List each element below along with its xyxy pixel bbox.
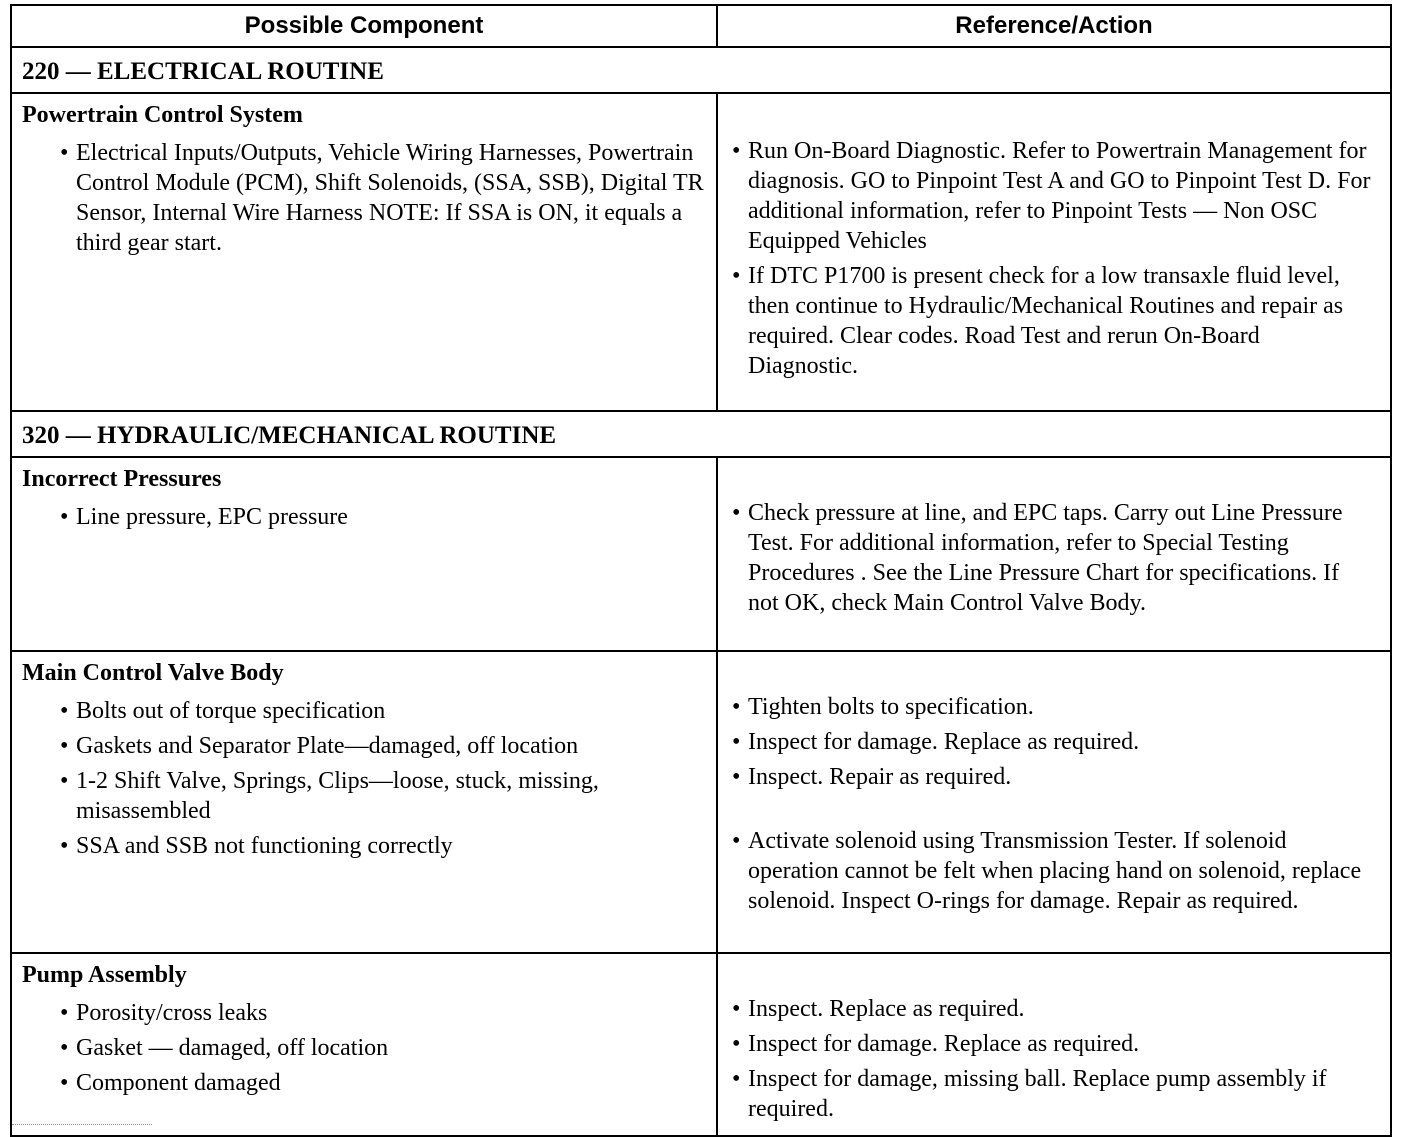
group-row-pump-assembly <box>11 953 1391 1136</box>
component-list <box>22 138 706 258</box>
header-row <box>11 5 1391 47</box>
routine-row <box>11 411 1391 457</box>
routine-title-320: 320 — HYDRAULIC/MECHANICAL ROUTINE <box>11 411 1391 457</box>
component-list <box>22 502 706 532</box>
action-cell <box>717 651 1391 953</box>
action-cell <box>717 457 1391 651</box>
action-item: • Inspect for damage, missing ball. Replace pump assembly if required. <box>732 1064 1374 1124</box>
action-item: • Run On-Board Diagnostic. Refer to Powertrain Management for diagnosis. GO to Pinpoint Test A and GO to Pinpoint Test D. For additional information, refer to Pinpoint Tests — Non OSC Equipped Vehicles <box>732 136 1374 256</box>
action-item: • Inspect. Repair as required. <box>732 762 1374 792</box>
component-item: • 1-2 Shift Valve, Springs, Clips—loose, stuck, missing, misassembled <box>60 766 706 826</box>
component-item: • SSA and SSB not functioning correctly <box>60 831 706 861</box>
routine-title-220: 220 — ELECTRICAL ROUTINE <box>11 47 1391 93</box>
action-item: • Inspect. Replace as required. <box>732 994 1374 1024</box>
component-item: • Electrical Inputs/Outputs, Vehicle Wiring Harnesses, Powertrain Control Module (PCM), Shift Solenoids, (SSA, SSB), Digital TR Sensor, Internal Wire Harness NOTE: If SSA is ON, it equals a third gear start. <box>60 138 706 258</box>
action-item: • If DTC P1700 is present check for a low transaxle fluid level, then continue to Hydraulic/Mechanical Routines and repair as required. Clear codes. Road Test and rerun On-Board Diagnostic. <box>732 261 1374 381</box>
component-item: • Line pressure, EPC pressure <box>60 502 706 532</box>
action-item: • Tighten bolts to specification. <box>732 692 1374 722</box>
component-item: • Gaskets and Separator Plate—damaged, off location <box>60 731 706 761</box>
group-title: Incorrect Pressures <box>22 466 222 492</box>
component-item: • Component damaged <box>60 1068 706 1098</box>
action-cell <box>717 93 1391 411</box>
component-list <box>22 998 706 1098</box>
component-cell <box>11 93 717 411</box>
page-footer-mark <box>12 1124 152 1131</box>
group-title: Main Control Valve Body <box>22 660 284 686</box>
component-cell <box>11 457 717 651</box>
component-item: • Porosity/cross leaks <box>60 998 706 1028</box>
action-item: • Check pressure at line, and EPC taps. Carry out Line Pressure Test. For additional information, refer to Special Testing Procedures . See the Line Pressure Chart for specifications. If not OK, check Main Control Valve Body. <box>732 498 1374 618</box>
component-cell <box>11 651 717 953</box>
action-list <box>732 498 1374 618</box>
action-item: • Inspect for damage. Replace as required. <box>732 727 1374 757</box>
action-cell <box>717 953 1391 1136</box>
routine-row <box>11 47 1391 93</box>
group-row-incorrect-pressures <box>11 457 1391 651</box>
group-row-powertrain <box>11 93 1391 411</box>
component-item: • Bolts out of torque specification <box>60 696 706 726</box>
action-list <box>732 136 1374 381</box>
component-cell <box>11 953 717 1136</box>
action-list <box>732 994 1374 1124</box>
action-item: • Activate solenoid using Transmission Tester. If solenoid operation cannot be felt when placing hand on solenoid, replace solenoid. Inspect O-rings for damage. Repair as required. <box>732 826 1374 916</box>
header-possible-component: Possible Component <box>11 5 717 47</box>
action-item: • Inspect for damage. Replace as required. <box>732 1029 1374 1059</box>
diagnostic-table <box>10 4 1392 1137</box>
header-reference-action: Reference/Action <box>717 5 1391 47</box>
action-list <box>732 692 1374 916</box>
component-item: • Gasket — damaged, off location <box>60 1033 706 1063</box>
group-title: Powertrain Control System <box>22 102 303 128</box>
group-row-main-control-valve-body <box>11 651 1391 953</box>
group-title: Pump Assembly <box>22 962 187 988</box>
component-list <box>22 696 706 861</box>
